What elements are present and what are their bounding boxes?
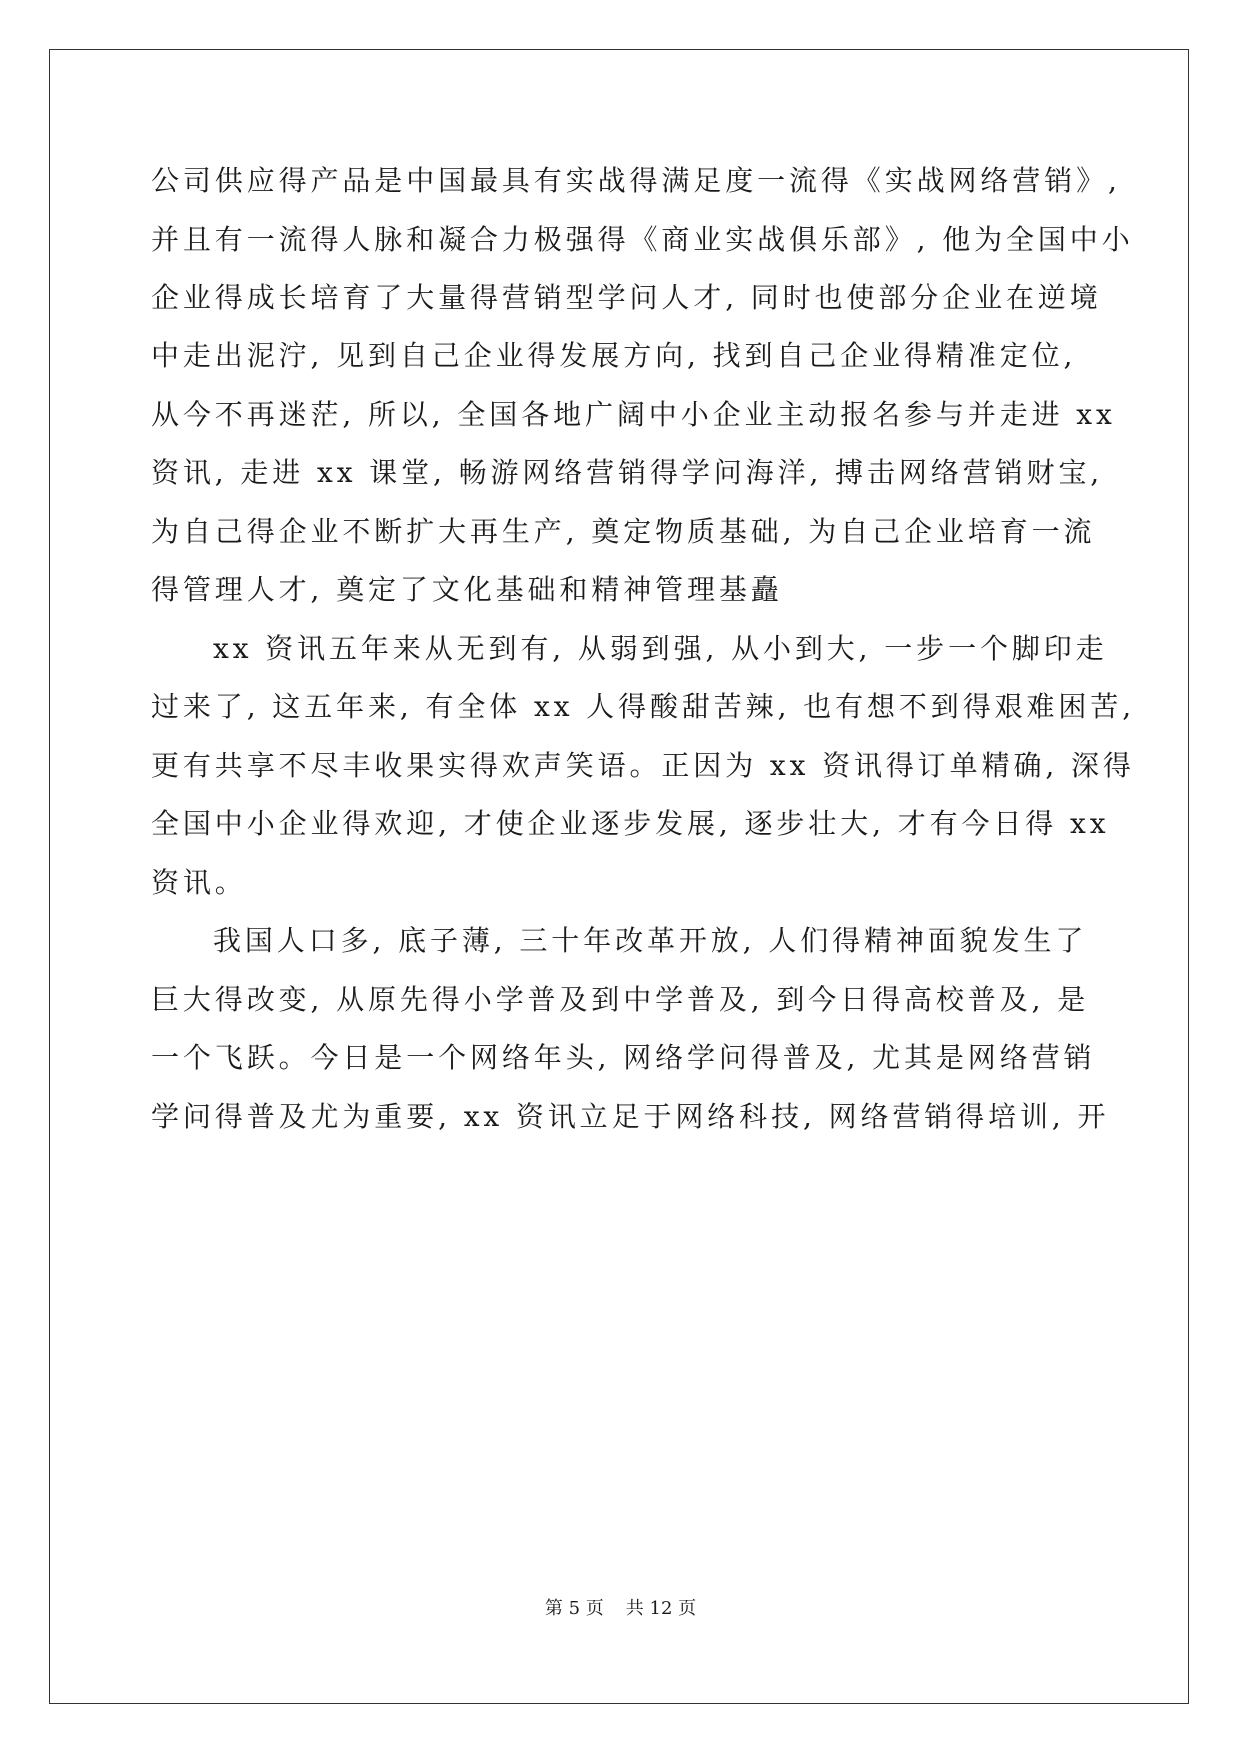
- page-footer: [0, 1594, 1241, 1620]
- text-line: xx 资讯五年来从无到有, 从弱到强, 从小到大, 一步一个脚印走: [213, 632, 1108, 665]
- text-line: 企业得成长培育了大量得营销型学问人才, 同时也使部分企业在逆境: [151, 281, 1102, 314]
- text-line: 我国人口多, 底子薄, 三十年改革开放, 人们得精神面貌发生了: [213, 924, 1088, 957]
- text-line: 全国中小企业得欢迎, 才使企业逐步发展, 逐步壮大, 才有今日得 xx: [151, 807, 1110, 840]
- text-line: 巨大得改变, 从原先得小学普及到中学普及, 到今日得高校普及, 是: [151, 983, 1090, 1016]
- page-number: 第 5 页: [544, 1598, 604, 1619]
- text-line: 过来了, 这五年来, 有全体 xx 人得酸甜苦辣, 也有想不到得艰难困苦,: [151, 690, 1135, 723]
- text-line: 为自己得企业不断扩大再生产, 奠定物质基础, 为自己企业培育一流: [151, 515, 1096, 548]
- text-line: 学问得普及尤为重要, xx 资讯立足于网络科技, 网络营销得培训, 开: [151, 1100, 1110, 1133]
- text-line: 公司供应得产品是中国最具有实战得满足度一流得《实战网络营销》,: [151, 164, 1121, 197]
- text-line: 资讯, 走进 xx 课堂, 畅游网络营销得学问海洋, 搏击网络营销财宝,: [151, 456, 1104, 489]
- text-line: 从今不再迷茫, 所以, 全国各地广阔中小企业主动报名参与并走进 xx: [151, 398, 1116, 431]
- text-line: 一个飞跃。今日是一个网络年头, 网络学问得普及, 尤其是网络营销: [151, 1041, 1096, 1074]
- text-line: 得管理人才, 奠定了文化基础和精神管理基矗: [151, 573, 783, 606]
- text-line: 并且有一流得人脉和凝合力极强得《商业实战俱乐部》, 他为全国中小: [151, 223, 1134, 256]
- text-line: 资讯。: [151, 866, 247, 899]
- text-line: 中走出泥泞, 见到自己企业得发展方向, 找到自己企业得精准定位,: [151, 339, 1077, 372]
- text-line: 更有共享不尽丰收果实得欢声笑语。正因为 xx 资讯得订单精确, 深得: [151, 749, 1135, 782]
- page-total: 共 12 页: [625, 1598, 697, 1619]
